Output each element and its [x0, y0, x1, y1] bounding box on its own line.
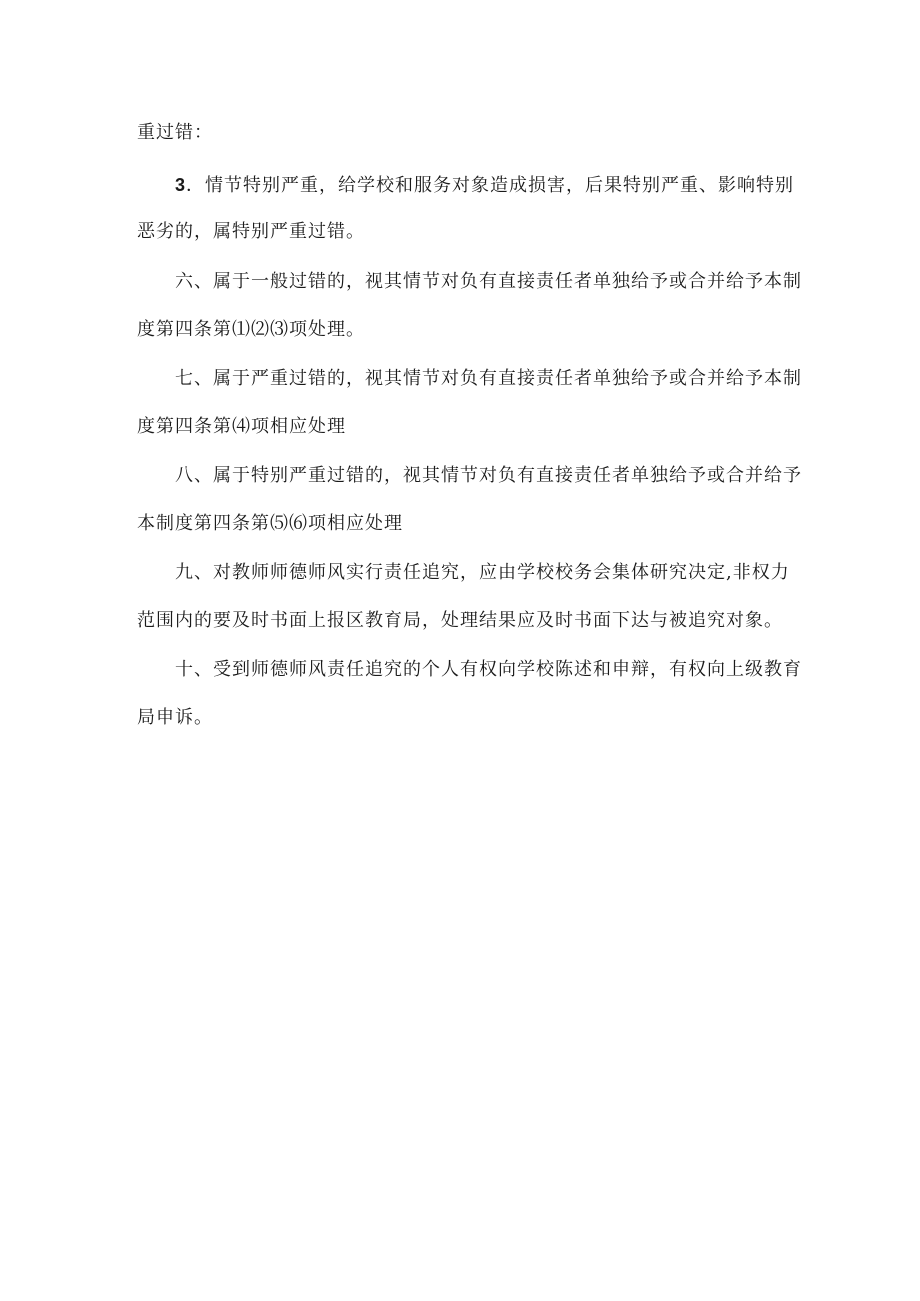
paragraph-line: 度第四条第⑷项相应处理 — [137, 416, 346, 437]
paragraph-line: 度第四条第⑴⑵⑶项处理。 — [137, 319, 365, 340]
paragraph-line: 八、属于特别严重过错的，视其情节对负有直接责任者单独给予或合并给予 — [175, 465, 802, 486]
paragraph-line: 本制度第四条第⑸⑹项相应处理 — [137, 513, 403, 534]
paragraph-line: 局申诉。 — [137, 707, 213, 728]
paragraph-line: 十、受到师德师风责任追究的个人有权向学校陈述和申辩，有权向上级教育 — [175, 659, 802, 680]
paragraph-text: ．情节特别严重，给学校和服务对象造成损害，后果特别严重、影响特别 — [186, 175, 795, 196]
item-number: 3 — [175, 175, 187, 195]
paragraph-line: 六、属于一般过错的，视其情节对负有直接责任者单独给予或合并给予本制 — [175, 271, 802, 292]
paragraph-line: 恶劣的，属特别严重过错。 — [137, 221, 365, 242]
paragraph-line: 范围内的要及时书面上报区教育局，处理结果应及时书面下达与被追究对象。 — [137, 610, 783, 631]
paragraph-line: 七、属于严重过错的，视其情节对负有直接责任者单独给予或合并给予本制 — [175, 368, 802, 389]
paragraph-line: 九、对教师师德师风实行责任追究，应由学校校务会集体研究决定,非权力 — [175, 562, 790, 583]
paragraph-line — [175, 173, 794, 198]
paragraph-line: 重过错： — [137, 122, 213, 143]
